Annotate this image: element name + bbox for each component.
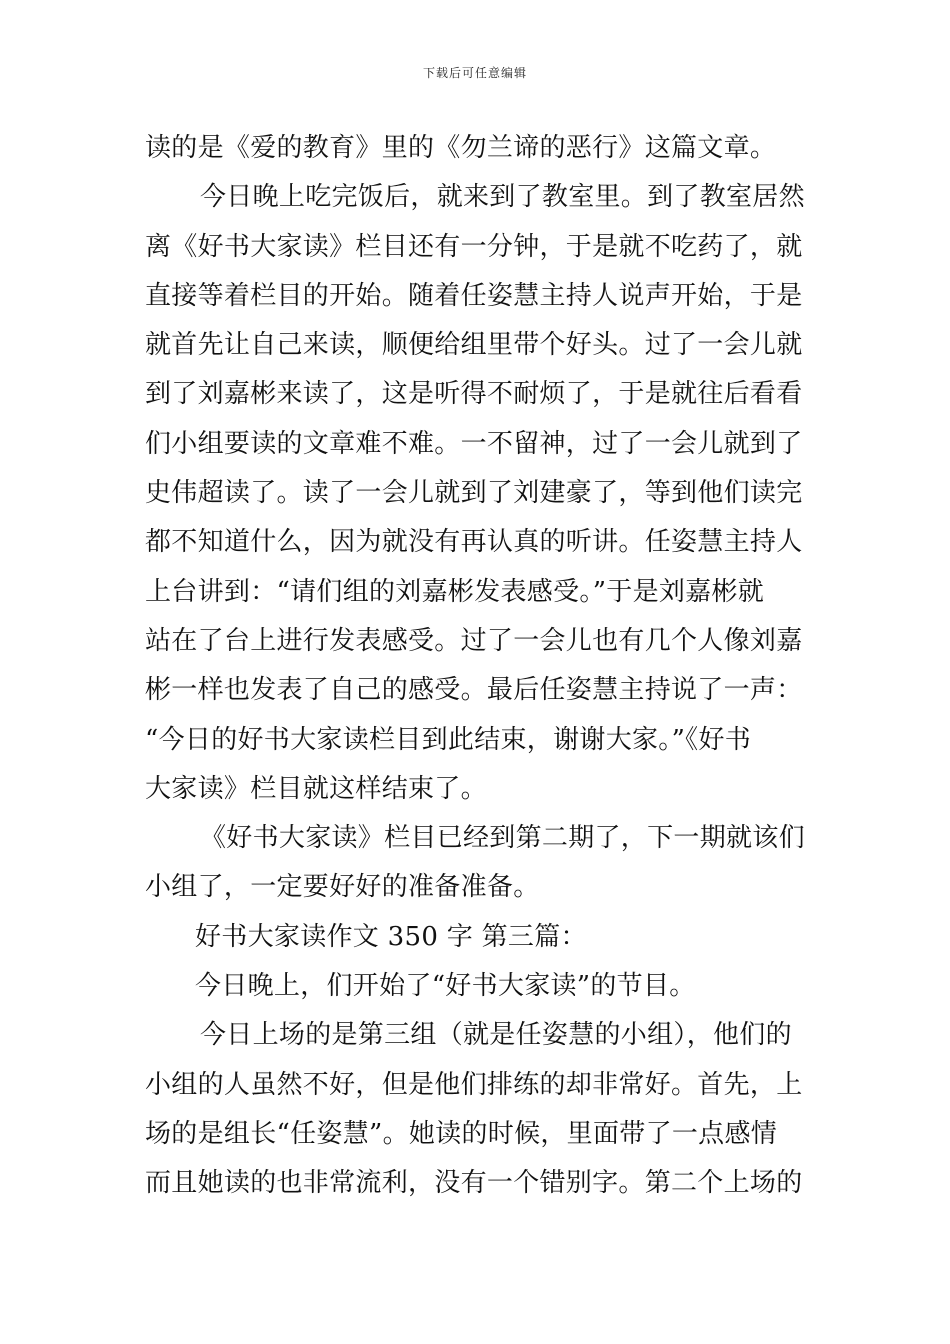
paragraph-start: 《好书大家读》栏目已经到第二期了，下一期就该们 [200,823,805,854]
text-line: 就首先让自己来读，顺便给组里带个好头。过了一会儿就 [145,330,803,361]
paragraph-start: 今日晚上，们开始了“好书大家读”的节目。 [195,971,696,1002]
paragraph-start: 今日晚上吃完饭后，就来到了教室里。到了教室居然 [200,182,805,213]
text-line: 而且她读的也非常流利，没有一个错别字。第二个上场的 [145,1168,803,1199]
text-line: 离《好书大家读》栏目还有一分钟，于是就不吃药了，就 [145,231,803,262]
text-line: 直接等着栏目的开始。随着任姿慧主持人说声开始，于是 [145,280,803,311]
page-header: 下载后可任意编辑 [422,66,527,80]
text-line: 站在了台上进行发表感受。过了一会儿也有几个人像刘嘉 [145,625,803,656]
text-line: 到了刘嘉彬来读了，这是听得不耐烦了，于是就往后看看 [145,379,803,410]
text-line: 读的是《爱的教育》里的《勿兰谛的恶行》这篇文章。 [145,133,777,163]
section-heading: 好书大家读作文 350 字 第三篇： [195,921,587,952]
text-line: 们小组要读的文章难不难。一不留神，过了一会儿就到了 [145,428,803,459]
text-line: 小组的人虽然不好，但是他们排练的却非常好。首先，上 [145,1069,803,1100]
text-line: 彬一样也发表了自己的感受。最后任姿慧主持说了一声： [145,675,803,706]
text-line: 都不知道什么，因为就没有再认真的听讲。任姿慧主持人 [145,527,803,558]
text-line: “今日的好书大家读栏目到此结束，谢谢大家。”《好书 [145,724,752,755]
paragraph-start: 今日上场的是第三组（就是任姿慧的小组），他们的 [200,1020,792,1051]
text-line: 小组了，一定要好好的准备准备。 [145,872,540,903]
text-line: 上台讲到：“请们组的刘嘉彬发表感受。”于是刘嘉彬就 [145,576,765,607]
text-line: 史伟超读了。读了一会儿就到了刘建豪了，等到他们读完 [145,478,803,509]
text-line: 大家读》栏目就这样结束了。 [145,773,487,804]
document-body [145,124,810,1209]
text-line: 场的是组长“任姿慧”。她读的时候，里面带了一点感情 [145,1118,778,1149]
